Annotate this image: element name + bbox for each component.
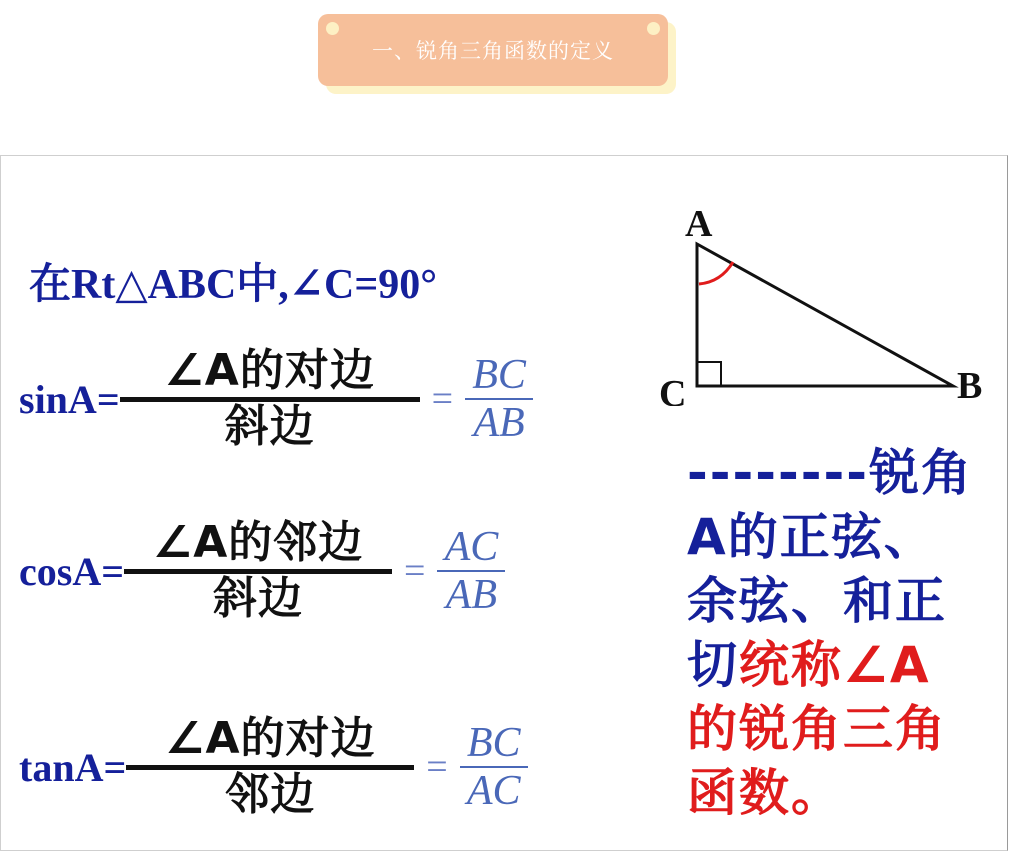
formula-tan-denominator: 邻边 (225, 768, 316, 820)
triangle-outline (697, 244, 953, 386)
formula-sin-name: sinA= (19, 376, 120, 422)
formula-cos-symbolic (437, 524, 505, 618)
formula-tan-fraction (126, 714, 414, 820)
note-line-4-red: 统称∠A (739, 636, 931, 694)
definition-note (687, 441, 973, 825)
formula-sin (19, 346, 533, 452)
note-line-3: 余弦、和正 (687, 572, 947, 630)
formula-tan-numerator: ∠A的对边 (165, 713, 376, 764)
formula-tan-equals: = (426, 746, 448, 789)
formula-sin-denominator: 斜边 (224, 400, 315, 452)
note-line-4-blue: 切 (687, 636, 739, 694)
formula-cos-equals: = (404, 550, 426, 593)
badge-dot-left (326, 22, 339, 35)
note-line-5: 的锐角三角 (687, 700, 947, 758)
right-angle-marker (697, 362, 721, 386)
formula-sin-equals: = (431, 378, 454, 421)
slide-image (0, 155, 1008, 851)
formula-tan (19, 714, 528, 820)
note-line-6: 函数。 (687, 764, 843, 822)
title-badge (318, 14, 668, 86)
formula-cos-name: cosA= (19, 548, 124, 594)
formula-sin-symbolic (465, 352, 533, 446)
vertex-b-label: B (957, 365, 983, 406)
formula-cos-numerator: ∠A的邻边 (152, 517, 364, 568)
formula-sin-fraction (120, 346, 420, 452)
note-line-4 (687, 633, 973, 697)
vertex-a-label: A (685, 203, 713, 245)
formula-tan-sym-num: BC (466, 719, 521, 766)
formula-cos-fraction (124, 518, 392, 624)
formula-sin-sym-num: BC (472, 351, 526, 398)
intro-text: 在Rt△ABC中,∠C=90° (29, 262, 438, 308)
vertex-c-label: C (659, 373, 687, 406)
note-line-1: --------锐角 (687, 444, 974, 502)
badge-dot-right (647, 22, 660, 35)
formula-tan-sym-den: AC (466, 768, 521, 815)
angle-a-arc (699, 262, 733, 284)
formula-sin-sym-den: AB (473, 400, 525, 447)
formula-cos (19, 518, 505, 624)
section-title: 一、锐角三角函数的定义 (372, 39, 614, 63)
formula-tan-name: tanA= (19, 744, 127, 790)
formula-sin-numerator: ∠A的对边 (164, 345, 375, 396)
formula-cos-sym-den: AB (445, 572, 498, 619)
right-triangle-diagram (641, 176, 1001, 406)
formula-tan-symbolic (460, 720, 528, 814)
formula-cos-sym-num: AC (444, 523, 499, 570)
formula-cos-denominator: 斜边 (213, 572, 303, 624)
note-line-2: A的正弦、 (687, 508, 936, 566)
